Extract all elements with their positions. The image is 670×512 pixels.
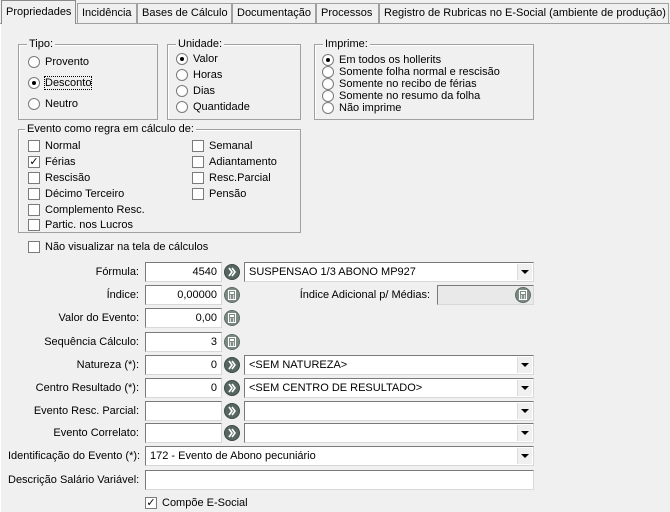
radio-desconto[interactable]: Desconto — [28, 76, 91, 90]
radio-icon — [176, 85, 188, 97]
check-resc-parcial[interactable]: Resc.Parcial — [192, 171, 271, 185]
check-partic-lucros[interactable]: Partic. nos Lucros — [28, 218, 133, 232]
calculator-icon[interactable] — [515, 287, 531, 303]
indice-adicional-label: Índice Adicional p/ Médias: — [299, 289, 430, 301]
formula-combo[interactable] — [244, 262, 534, 282]
calculator-icon[interactable] — [224, 334, 240, 350]
check-nao-visualizar[interactable]: Não visualizar na tela de cálculos — [28, 240, 208, 254]
radio-valor[interactable]: Valor — [176, 52, 218, 66]
natureza-combo[interactable] — [244, 355, 534, 375]
calculator-icon[interactable] — [224, 287, 240, 303]
checkbox-icon — [28, 172, 40, 184]
centro-resultado-input[interactable]: 0 — [145, 378, 222, 398]
resc-parcial-lookup-icon[interactable] — [224, 403, 240, 419]
radio-nao-imprime[interactable]: Não imprime — [322, 101, 401, 115]
checkbox-icon — [192, 140, 204, 152]
checkbox-icon — [28, 188, 40, 200]
radio-folha-normal-rescisao[interactable]: Somente folha normal e rescisão — [322, 65, 500, 79]
check-decimo-terceiro[interactable]: Décimo Terceiro — [28, 187, 124, 201]
radio-icon — [28, 98, 40, 110]
check-pensao[interactable]: Pensão — [192, 187, 246, 201]
evento-resc-parcial-label: Evento Resc. Parcial: — [33, 405, 139, 417]
radio-em-todos-hollerits[interactable]: Em todos os hollerits — [322, 53, 441, 67]
radio-resumo-folha[interactable]: Somente no resumo da folha — [322, 89, 480, 103]
checkbox-checked-icon: ✓ — [146, 497, 156, 509]
radio-selected-icon — [176, 53, 188, 65]
radio-horas[interactable]: Horas — [176, 68, 222, 82]
tab-registro-esocial[interactable]: Registro de Rubricas no E-Social (ambiente de produção) — [379, 3, 669, 23]
indice-input[interactable]: 0,00000 — [145, 285, 222, 305]
chevron-down-icon[interactable] — [517, 403, 532, 419]
chevron-down-icon[interactable] — [517, 448, 532, 464]
formula-lookup-icon[interactable] — [224, 264, 240, 280]
checkbox-icon — [192, 156, 204, 168]
sequencia-input[interactable]: 3 — [145, 332, 222, 352]
radio-icon — [176, 101, 188, 113]
check-ferias[interactable]: ✓ Férias — [29, 156, 76, 168]
tab-incidencia[interactable]: Incidência — [77, 3, 137, 23]
centro-resultado-combo[interactable] — [244, 378, 534, 398]
tab-bases-de-calculo[interactable]: Bases de Cálculo — [137, 3, 232, 23]
formula-label: Fórmula: — [95, 266, 139, 278]
checkbox-icon — [28, 241, 40, 253]
identificacao-label: Identificação do Evento (*): — [8, 450, 141, 462]
valor-evento-input[interactable]: 0,00 — [145, 308, 222, 328]
chevron-down-icon[interactable] — [517, 380, 532, 396]
evento-correlato-label: Evento Correlato: — [53, 427, 139, 439]
radio-provento[interactable]: Provento — [28, 55, 89, 69]
radio-icon — [322, 102, 334, 114]
evento-correlato-combo[interactable] — [244, 423, 534, 443]
centro-combo-value: <SEM CENTRO DE RESULTADO> — [249, 382, 423, 394]
centro-lookup-icon[interactable] — [224, 380, 240, 396]
chevron-down-icon[interactable] — [517, 357, 532, 373]
checkbox-icon — [28, 219, 40, 231]
check-adiantamento[interactable]: Adiantamento — [192, 155, 277, 169]
identificacao-combo-value: 172 - Evento de Abono pecuniário — [150, 450, 316, 462]
radio-selected-icon — [28, 77, 40, 89]
natureza-lookup-icon[interactable] — [224, 357, 240, 373]
checkbox-icon — [192, 188, 204, 200]
check-compoe-esocial[interactable]: ✓ Compõe E-Social — [146, 497, 248, 509]
evento-correlato-input[interactable] — [145, 423, 222, 443]
imprime-title: Imprime: — [325, 38, 368, 50]
check-normal[interactable]: Normal — [28, 139, 80, 153]
valor-evento-label: Valor do Evento: — [58, 312, 139, 324]
natureza-input[interactable]: 0 — [145, 355, 222, 375]
correlato-lookup-icon[interactable] — [224, 425, 240, 441]
calculator-icon[interactable] — [224, 310, 240, 326]
checkbox-icon — [28, 204, 40, 216]
natureza-combo-value: <SEM NATUREZA> — [249, 359, 348, 371]
check-semanal[interactable]: Semanal — [192, 139, 252, 153]
formula-combo-value: SUSPENSAO 1/3 ABONO MP927 — [249, 266, 416, 278]
sequencia-label: Sequência Cálculo: — [44, 336, 139, 348]
tipo-title: Tipo: — [29, 38, 54, 50]
tab-propriedades[interactable]: Propriedades — [1, 0, 76, 24]
indice-label: Índice: — [106, 289, 139, 301]
unidade-title: Unidade: — [178, 38, 223, 50]
check-complemento-resc[interactable]: Complemento Resc. — [28, 203, 145, 217]
tab-processos[interactable]: Processos — [316, 3, 379, 23]
evento-resc-parcial-input[interactable] — [145, 401, 222, 421]
evento-resc-parcial-combo[interactable] — [244, 401, 534, 421]
checkbox-icon — [192, 172, 204, 184]
radio-quantidade[interactable]: Quantidade — [176, 100, 250, 114]
descricao-label: Descrição Salário Variável: — [8, 474, 140, 486]
identificacao-combo[interactable] — [145, 446, 534, 466]
checkbox-icon — [28, 140, 40, 152]
radio-neutro[interactable]: Neutro — [28, 97, 78, 111]
descricao-input[interactable] — [145, 470, 534, 490]
tab-bar — [0, 0, 670, 24]
radio-icon — [28, 56, 40, 68]
checkbox-checked-icon: ✓ — [29, 156, 39, 168]
tab-divider — [0, 23, 670, 24]
radio-icon — [176, 69, 188, 81]
natureza-label: Natureza (*): — [76, 359, 139, 371]
chevron-down-icon[interactable] — [517, 425, 532, 441]
evento-regra-title: Evento como regra em cálculo de: — [27, 123, 194, 135]
centro-resultado-label: Centro Resultado (*): — [35, 382, 139, 394]
radio-dias[interactable]: Dias — [176, 84, 215, 98]
formula-input[interactable]: 4540 — [145, 262, 222, 282]
radio-recibo-ferias[interactable]: Somente no recibo de férias — [322, 77, 477, 91]
tab-documentacao[interactable]: Documentação — [232, 3, 316, 23]
check-rescisao[interactable]: Rescisão — [28, 171, 90, 185]
chevron-down-icon[interactable] — [517, 264, 532, 280]
